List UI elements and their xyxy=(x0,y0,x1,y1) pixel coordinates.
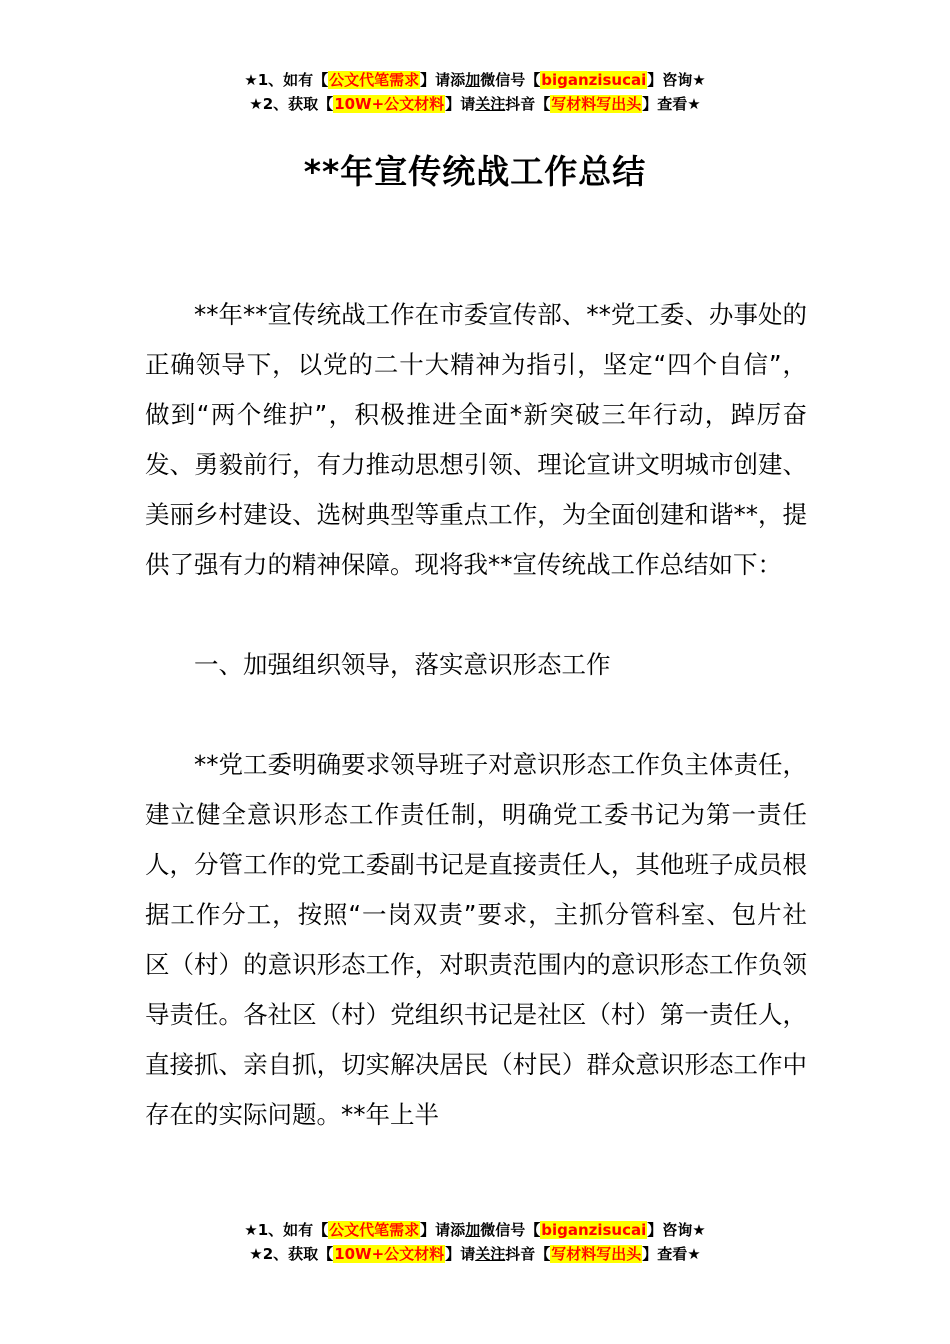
document-title: **年宣传统战工作总结 xyxy=(303,152,647,191)
banner-text: 抖音【 xyxy=(505,95,551,113)
banner-highlight: 10W+公文材料 xyxy=(334,95,445,113)
banner-line-2 xyxy=(0,92,950,116)
banner-text: 】查看★ xyxy=(642,1245,701,1263)
banner-text: ★1、如有【 xyxy=(244,1221,329,1239)
banner-underline: 关注 xyxy=(475,1245,506,1263)
banner-text: 】请 xyxy=(445,95,476,113)
paragraph-section-1: **党工委明确要求领导班子对意识形态工作负主体责任，建立健全意识形态工作责任制，明确党工委书记为第一责任人，分管工作的党工委副书记是直接责任人，其他班子成员根据工作分工，按照“一岗双责”要求，主抓分管科室、包片社区（村）的意识形态工作，对职责范围内的意识形态工作负领导责任。各社区（村）党组织书记是社区（村）第一责任人，直接抓、亲自抓，切实解决居民（村民）群众意识形态工作中存在的实际问题。**年上半 xyxy=(145,750,807,1129)
banner-underline: 加 xyxy=(465,71,481,89)
banner-line-1 xyxy=(0,1218,950,1242)
document-body xyxy=(145,290,807,1140)
banner-text: ★2、获取【 xyxy=(249,1245,334,1263)
top-banner xyxy=(0,68,950,116)
banner-underline: 加 xyxy=(465,1221,481,1239)
bottom-banner xyxy=(0,1218,950,1266)
banner-text: 微信号【 xyxy=(480,1221,541,1239)
banner-text: ★2、获取【 xyxy=(249,95,334,113)
banner-highlight: biganzisucai xyxy=(541,1221,647,1239)
banner-line-1 xyxy=(0,68,950,92)
section-heading: 一、加强组织领导，落实意识形态工作 xyxy=(194,650,611,679)
banner-text: 】咨询★ xyxy=(647,71,706,89)
banner-highlight: biganzisucai xyxy=(541,71,647,89)
banner-underline: 关注 xyxy=(475,95,506,113)
banner-text: 】请添 xyxy=(420,71,466,89)
banner-highlight: 写材料写出头 xyxy=(551,95,642,113)
banner-highlight: 公文代笔需求 xyxy=(329,71,420,89)
paragraph-intro: **年**宣传统战工作在市委宣传部、**党工委、办事处的正确领导下，以党的二十大精神为指引，坚定“四个自信”，做到“两个维护”，积极推进全面*新突破三年行动，踔厉奋发、勇毅前行，有力推动思想引领、理论宣讲文明城市创建、美丽乡村建设、选树典型等重点工作，为全面创建和谐**，提供了强有力的精神保障。现将我**宣传统战工作总结如下： xyxy=(145,300,807,579)
banner-text: ★1、如有【 xyxy=(244,71,329,89)
banner-text: 】请 xyxy=(445,1245,476,1263)
banner-line-2 xyxy=(0,1242,950,1266)
banner-highlight: 写材料写出头 xyxy=(551,1245,642,1263)
banner-text: 】请添 xyxy=(420,1221,466,1239)
paragraph-spacer xyxy=(145,590,807,640)
banner-highlight: 公文代笔需求 xyxy=(329,1221,420,1239)
banner-highlight: 10W+公文材料 xyxy=(334,1245,445,1263)
banner-text: 微信号【 xyxy=(480,71,541,89)
banner-text: 抖音【 xyxy=(505,1245,551,1263)
banner-text: 】咨询★ xyxy=(647,1221,706,1239)
banner-text: 】查看★ xyxy=(642,95,701,113)
paragraph-spacer xyxy=(145,690,807,740)
